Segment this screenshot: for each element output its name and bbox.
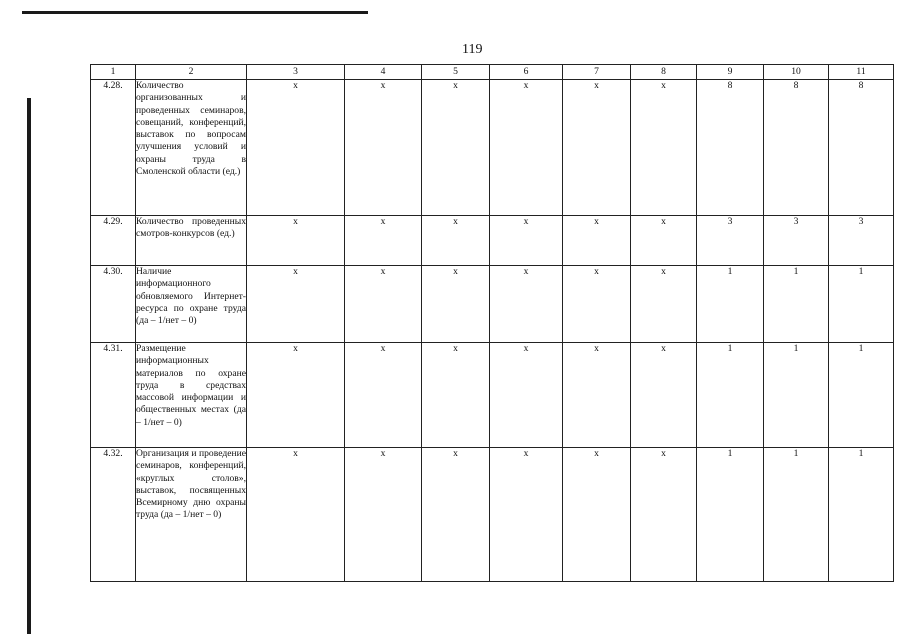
table-row xyxy=(91,80,894,216)
value-cell: x xyxy=(345,448,422,582)
value-cell: x xyxy=(422,266,490,343)
value-cell: x xyxy=(345,343,422,448)
value-cell: x xyxy=(345,80,422,216)
value-cell: x xyxy=(247,266,345,343)
value-cell: 8 xyxy=(697,80,764,216)
table-body xyxy=(91,80,894,582)
column-header: 8 xyxy=(631,65,697,80)
value-cell: x xyxy=(422,448,490,582)
value-cell: x xyxy=(490,343,563,448)
value-cell: 1 xyxy=(764,266,829,343)
value-cell: x xyxy=(631,216,697,266)
value-cell: x xyxy=(490,216,563,266)
value-cell: x xyxy=(631,80,697,216)
value-cell: x xyxy=(422,343,490,448)
row-number: 4.29. xyxy=(91,216,136,266)
indicators-table xyxy=(90,64,894,582)
value-cell: 3 xyxy=(829,216,894,266)
value-cell: x xyxy=(631,343,697,448)
value-cell: x xyxy=(563,448,631,582)
value-cell: x xyxy=(563,216,631,266)
value-cell: 1 xyxy=(764,343,829,448)
value-cell: 3 xyxy=(697,216,764,266)
value-cell: 1 xyxy=(829,448,894,582)
column-header: 10 xyxy=(764,65,829,80)
value-cell: x xyxy=(490,80,563,216)
column-header: 7 xyxy=(563,65,631,80)
table-row xyxy=(91,343,894,448)
indicator-name: Количество проведенных смотров-конкурсов (ед.) xyxy=(136,216,247,266)
value-cell: x xyxy=(490,448,563,582)
column-header: 1 xyxy=(91,65,136,80)
table-row xyxy=(91,216,894,266)
column-header: 9 xyxy=(697,65,764,80)
row-number: 4.31. xyxy=(91,343,136,448)
value-cell: x xyxy=(422,216,490,266)
indicator-name: Количество организованных и проведенных семинаров, совещаний, конференций, выставок по вопросам улучшения условий и охраны труда в Смоленской области (ед.) xyxy=(136,80,247,216)
value-cell: 1 xyxy=(697,266,764,343)
header-row xyxy=(91,65,894,80)
value-cell: 1 xyxy=(697,448,764,582)
value-cell: x xyxy=(345,216,422,266)
table-row xyxy=(91,266,894,343)
indicator-name: Организация и проведение семинаров, конференций, «круглых столов», выставок, посвященных Всемирному дню охраны труда (да – 1/нет – 0) xyxy=(136,448,247,582)
value-cell: x xyxy=(345,266,422,343)
value-cell: 8 xyxy=(829,80,894,216)
table-row xyxy=(91,448,894,582)
value-cell: x xyxy=(563,343,631,448)
indicator-name: Размещение информационных материалов по охране труда в средствах массовой информации и общественных местах (да – 1/нет – 0) xyxy=(136,343,247,448)
column-header: 3 xyxy=(247,65,345,80)
value-cell: x xyxy=(563,266,631,343)
value-cell: 1 xyxy=(697,343,764,448)
column-header: 2 xyxy=(136,65,247,80)
value-cell: 1 xyxy=(829,266,894,343)
row-number: 4.28. xyxy=(91,80,136,216)
row-number: 4.30. xyxy=(91,266,136,343)
value-cell: x xyxy=(247,448,345,582)
value-cell: 8 xyxy=(764,80,829,216)
column-header: 5 xyxy=(422,65,490,80)
value-cell: x xyxy=(631,448,697,582)
value-cell: x xyxy=(247,216,345,266)
value-cell: 1 xyxy=(764,448,829,582)
scan-left-edge xyxy=(27,98,31,634)
column-header: 11 xyxy=(829,65,894,80)
indicator-name: Наличие информационного обновляемого Интернет-ресурса по охране труда (да – 1/нет – 0) xyxy=(136,266,247,343)
value-cell: x xyxy=(422,80,490,216)
value-cell: x xyxy=(247,80,345,216)
row-number: 4.32. xyxy=(91,448,136,582)
value-cell: 1 xyxy=(829,343,894,448)
value-cell: x xyxy=(247,343,345,448)
scan-top-line xyxy=(22,11,368,14)
value-cell: x xyxy=(631,266,697,343)
value-cell: x xyxy=(563,80,631,216)
value-cell: x xyxy=(490,266,563,343)
page-number: 119 xyxy=(462,42,483,57)
value-cell: 3 xyxy=(764,216,829,266)
column-header: 4 xyxy=(345,65,422,80)
column-header: 6 xyxy=(490,65,563,80)
